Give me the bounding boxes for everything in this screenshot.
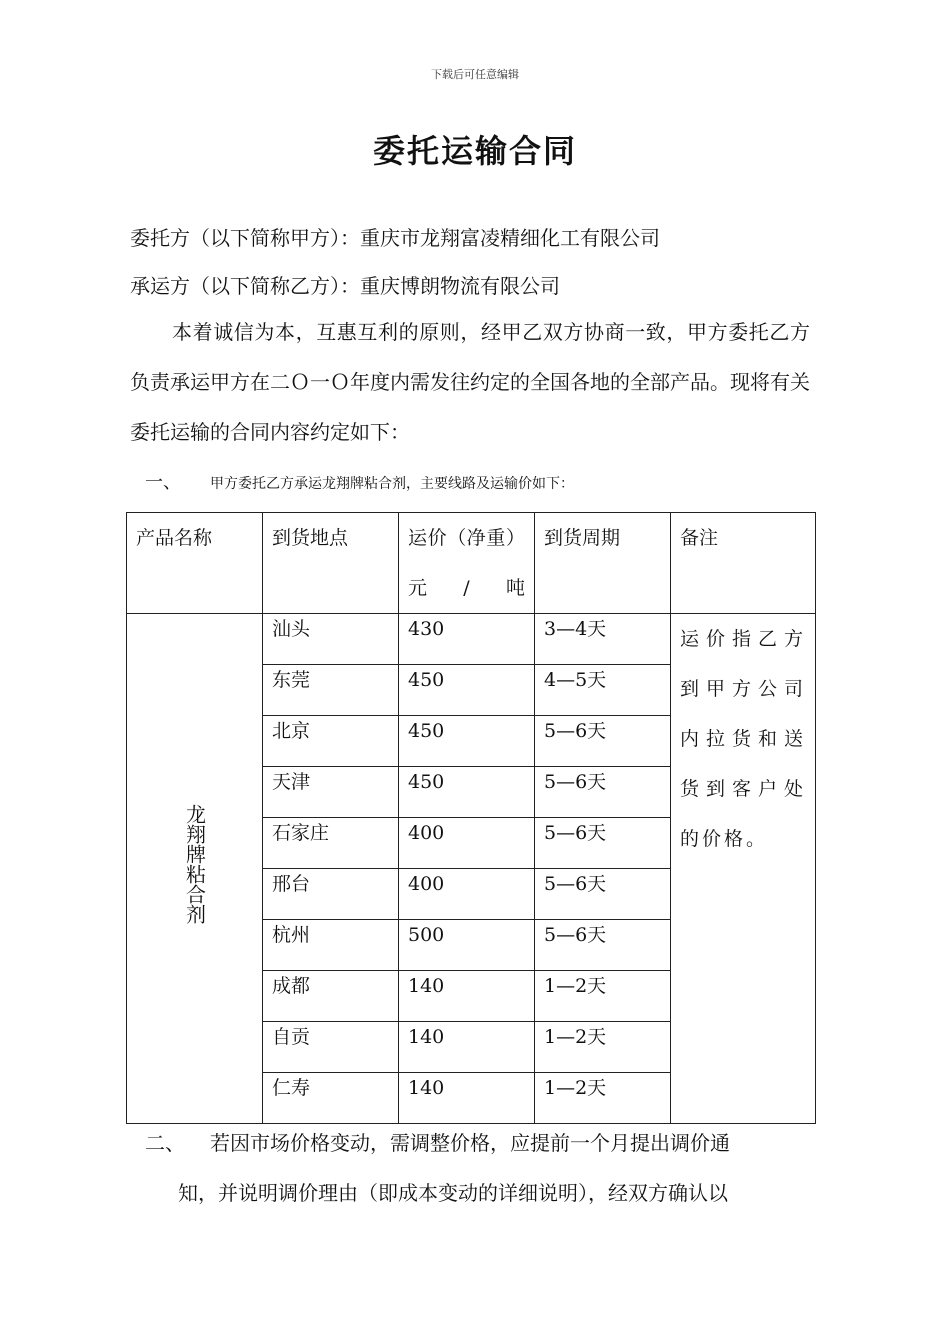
dest-cell: 仁寿	[263, 1073, 399, 1124]
price-cell: 140	[399, 971, 535, 1022]
price-cell: 400	[399, 869, 535, 920]
period-cell: 3—4天	[535, 614, 671, 665]
period-cell: 4—5天	[535, 665, 671, 716]
table-row	[127, 614, 816, 665]
section-1-text: 甲方委托乙方承运龙翔牌粘合剂，主要线路及运输价如下：	[210, 476, 574, 492]
price-cell: 450	[399, 716, 535, 767]
section-2	[145, 1118, 810, 1218]
remark-cell: 运价指乙方到甲方公司内拉货和送货到客户处的价格。	[671, 614, 816, 1124]
product-cell	[127, 614, 263, 1124]
party-b-line: 承运方（以下简称乙方）：重庆博朗物流有限公司	[130, 274, 560, 298]
dest-cell: 自贡	[263, 1022, 399, 1073]
price-cell: 140	[399, 1022, 535, 1073]
section-1	[145, 468, 574, 494]
period-cell: 5—6天	[535, 716, 671, 767]
header-period: 到货周期	[535, 513, 671, 614]
document-title: 委托运输合同	[372, 132, 577, 170]
section-2-line-1: 若因市场价格变动，需调整价格，应提前一个月提出调价通	[210, 1131, 730, 1155]
dest-cell: 石家庄	[263, 818, 399, 869]
section-1-number: 一、	[145, 472, 181, 493]
party-a-line: 委托方（以下简称甲方）：重庆市龙翔富凌精细化工有限公司	[130, 226, 660, 250]
dest-cell: 邢台	[263, 869, 399, 920]
table-header-row	[127, 513, 816, 614]
intro-paragraph: 本着诚信为本，互惠互利的原则，经甲乙双方协商一致，甲方委托乙方负责承运甲方在二Ｏ一Ｏ年度内需发往约定的全国各地的全部产品。现将有关委托运输的合同内容约定如下：	[130, 320, 810, 444]
freight-rate-table	[126, 512, 816, 1124]
price-cell: 430	[399, 614, 535, 665]
header-remark: 备注	[671, 513, 816, 614]
period-cell: 1—2天	[535, 1073, 671, 1124]
period-cell: 1—2天	[535, 971, 671, 1022]
period-cell: 5—6天	[535, 767, 671, 818]
header-destination: 到货地点	[263, 513, 399, 614]
period-cell: 5—6天	[535, 920, 671, 971]
section-2-number: 二、	[145, 1131, 185, 1155]
price-cell: 450	[399, 767, 535, 818]
period-cell: 5—6天	[535, 818, 671, 869]
period-cell: 1—2天	[535, 1022, 671, 1073]
dest-cell: 杭州	[263, 920, 399, 971]
dest-cell: 汕头	[263, 614, 399, 665]
header-price: 运价（净重）元/吨	[399, 513, 535, 614]
price-cell: 500	[399, 920, 535, 971]
price-cell: 400	[399, 818, 535, 869]
price-cell: 450	[399, 665, 535, 716]
price-cell: 140	[399, 1073, 535, 1124]
header-product: 产品名称	[127, 513, 263, 614]
dest-cell: 东莞	[263, 665, 399, 716]
section-2-line-2: 知，并说明调价理由（即成本变动的详细说明），经双方确认以	[178, 1181, 728, 1205]
dest-cell: 北京	[263, 716, 399, 767]
dest-cell: 成都	[263, 971, 399, 1022]
product-name: 龙翔牌粘合剂	[182, 804, 207, 924]
period-cell: 5—6天	[535, 869, 671, 920]
header-note: 下载后可任意编辑	[431, 68, 519, 81]
dest-cell: 天津	[263, 767, 399, 818]
